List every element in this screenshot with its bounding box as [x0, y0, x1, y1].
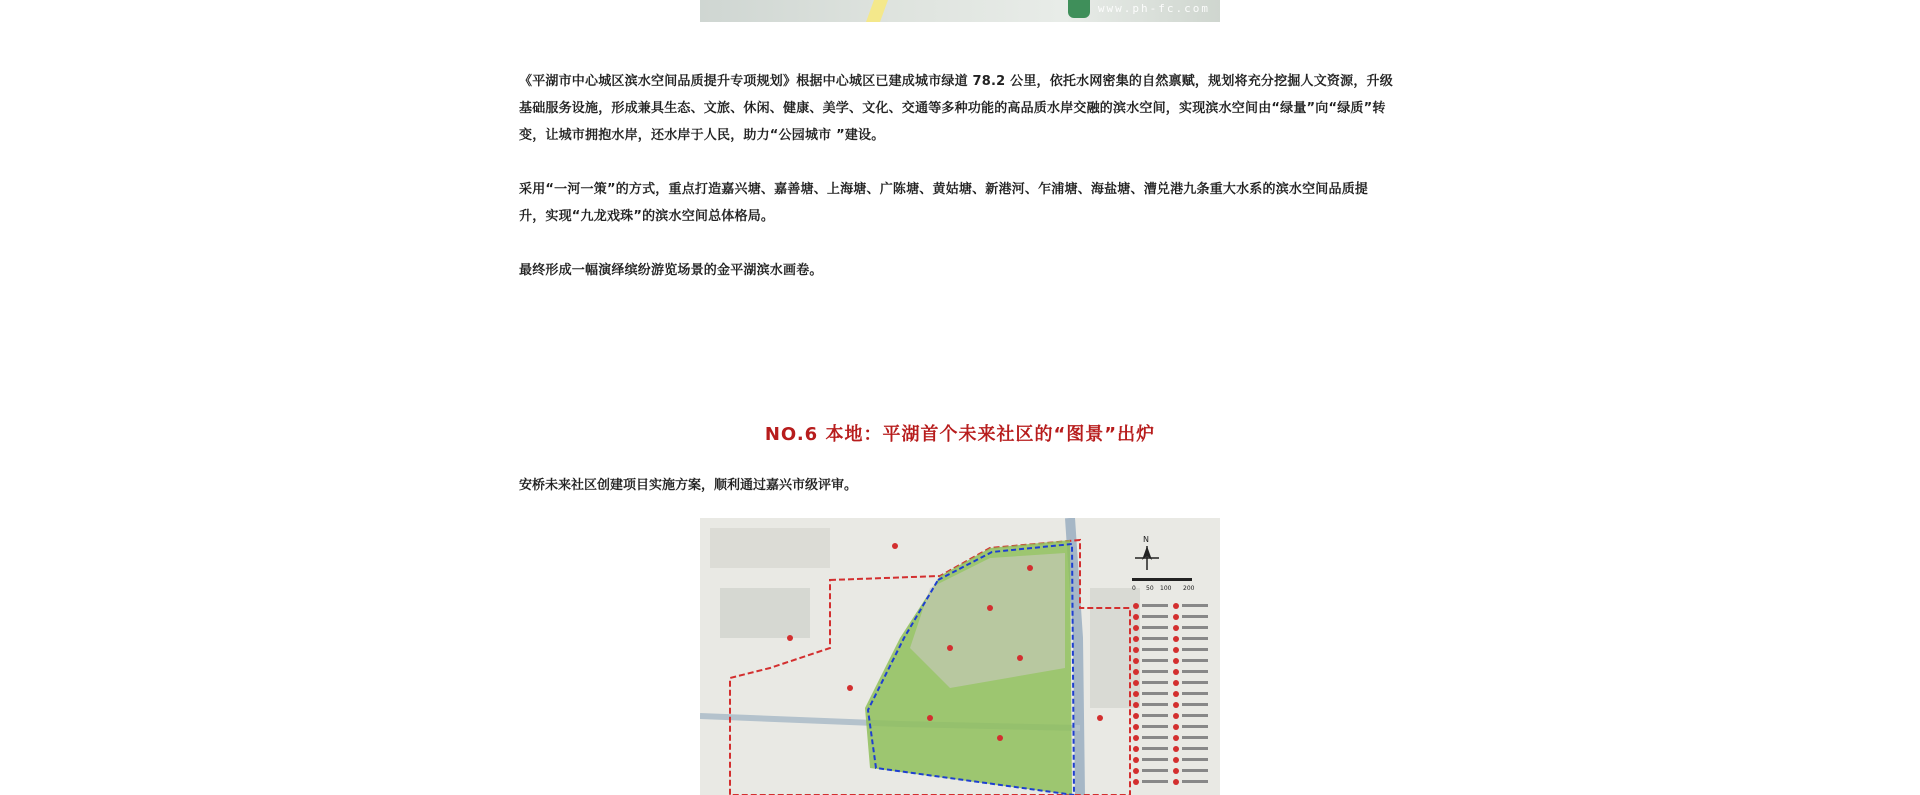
image-watermark: www.ph-fc.com — [1097, 2, 1210, 15]
section-subtext: 安桥未来社区创建项目实施方案，顺利通过嘉兴市级评审。 — [519, 478, 858, 493]
legend-marker — [1133, 768, 1139, 774]
legend-marker — [1173, 735, 1179, 741]
legend-line — [1142, 648, 1168, 651]
legend-marker — [1133, 713, 1139, 719]
paragraph-plan-intro: 《平湖市中心城区滨水空间品质提升专项规划》根据中心城区已建成城市绿道 78.2 公里，依托水网密集的自然禀赋，规划将充分挖掘人文资源，升级基础服务设施，形成兼具生态、文旅、休闲、健康、美学、文化、交通等多种功能的高品质水岸交融的滨水空间，实现滨水空间由“绿量”向“绿质”转变，让城市拥抱水岸，还水岸于人民，助力“公园城市 ”建设。 — [519, 74, 1393, 143]
legend-marker — [1133, 691, 1139, 697]
paragraph-one-river-one-policy: 采用“一河一策”的方式，重点打造嘉兴塘、嘉善塘、上海塘、广陈塘、黄姑塘、新港河、乍浦塘、海盐塘、漕兑港九条重大水系的滨水空间品质提升，实现“九龙戏珠”的滨水空间总体格局。 — [519, 182, 1369, 224]
map-road-segment — [866, 0, 888, 22]
legend-line — [1142, 670, 1168, 673]
legend-marker — [1133, 702, 1139, 708]
scale-label-50: 50 — [1146, 585, 1154, 592]
legend-marker — [1133, 746, 1139, 752]
article-body — [519, 68, 1394, 311]
legend-marker — [1133, 779, 1139, 785]
legend-marker — [1173, 603, 1179, 609]
legend-marker — [1173, 746, 1179, 752]
building-block — [710, 528, 830, 568]
legend-line — [1182, 692, 1208, 695]
legend-line — [1182, 736, 1208, 739]
legend-line — [1182, 769, 1208, 772]
legend-marker — [1133, 680, 1139, 686]
legend-marker — [1133, 647, 1139, 653]
legend-marker — [1173, 625, 1179, 631]
legend-line — [1142, 714, 1168, 717]
legend-marker — [1133, 658, 1139, 664]
legend-line — [1142, 703, 1168, 706]
section-heading: NO.6 本地：平湖首个未来社区的“图景”出炉 — [764, 424, 1156, 445]
legend-line — [1142, 758, 1168, 761]
legend-line — [1142, 725, 1168, 728]
scale-label-200: 200 — [1183, 585, 1195, 592]
legend-marker — [1173, 680, 1179, 686]
legend-marker — [1133, 614, 1139, 620]
legend-line — [1142, 626, 1168, 629]
legend-line — [1182, 780, 1208, 783]
legend-marker — [1133, 636, 1139, 642]
legend-line — [1142, 747, 1168, 750]
legend-line — [1182, 659, 1208, 662]
compass-label: N — [1143, 535, 1149, 544]
legend-marker — [1173, 702, 1179, 708]
legend-line — [1142, 780, 1168, 783]
top-map-image-strip — [700, 0, 1220, 22]
legend-line — [1182, 648, 1208, 651]
legend-line — [1182, 758, 1208, 761]
legend-line — [1142, 615, 1168, 618]
legend-marker — [1173, 614, 1179, 620]
legend-marker — [1133, 724, 1139, 730]
legend-line — [1182, 714, 1208, 717]
building-block — [720, 588, 810, 638]
legend-line — [1142, 692, 1168, 695]
legend-marker — [1173, 647, 1179, 653]
scale-label-100: 100 — [1160, 585, 1172, 592]
plan-map-svg — [700, 518, 1220, 795]
legend-line — [1142, 736, 1168, 739]
legend-marker — [1173, 779, 1179, 785]
legend-line — [1182, 747, 1208, 750]
legend-line — [1182, 626, 1208, 629]
legend-line — [1142, 659, 1168, 662]
scale-label-0: 0 — [1132, 585, 1136, 592]
legend-marker — [1133, 757, 1139, 763]
scale-bar — [1132, 578, 1192, 581]
legend-line — [1142, 769, 1168, 772]
legend-line — [1182, 637, 1208, 640]
legend-marker — [1133, 625, 1139, 631]
legend-marker — [1173, 691, 1179, 697]
legend-line — [1142, 604, 1168, 607]
legend-line — [1182, 703, 1208, 706]
legend-line — [1182, 681, 1208, 684]
watermark-logo-icon — [1068, 0, 1090, 18]
building-block — [1090, 588, 1140, 708]
legend-marker — [1173, 713, 1179, 719]
legend-marker — [1173, 757, 1179, 763]
legend-marker — [1173, 724, 1179, 730]
legend-marker — [1173, 658, 1179, 664]
legend-line — [1142, 637, 1168, 640]
legend-line — [1182, 615, 1208, 618]
legend-marker — [1173, 636, 1179, 642]
legend-line — [1182, 604, 1208, 607]
legend-marker — [1173, 669, 1179, 675]
legend-line — [1182, 670, 1208, 673]
paragraph-conclusion: 最终形成一幅演绎缤纷游览场景的金平湖滨水画卷。 — [519, 263, 823, 278]
legend-marker — [1133, 669, 1139, 675]
legend-line — [1142, 681, 1168, 684]
community-plan-map — [700, 518, 1220, 795]
legend-marker — [1173, 768, 1179, 774]
legend-marker — [1133, 603, 1139, 609]
legend-marker — [1133, 735, 1139, 741]
legend-line — [1182, 725, 1208, 728]
